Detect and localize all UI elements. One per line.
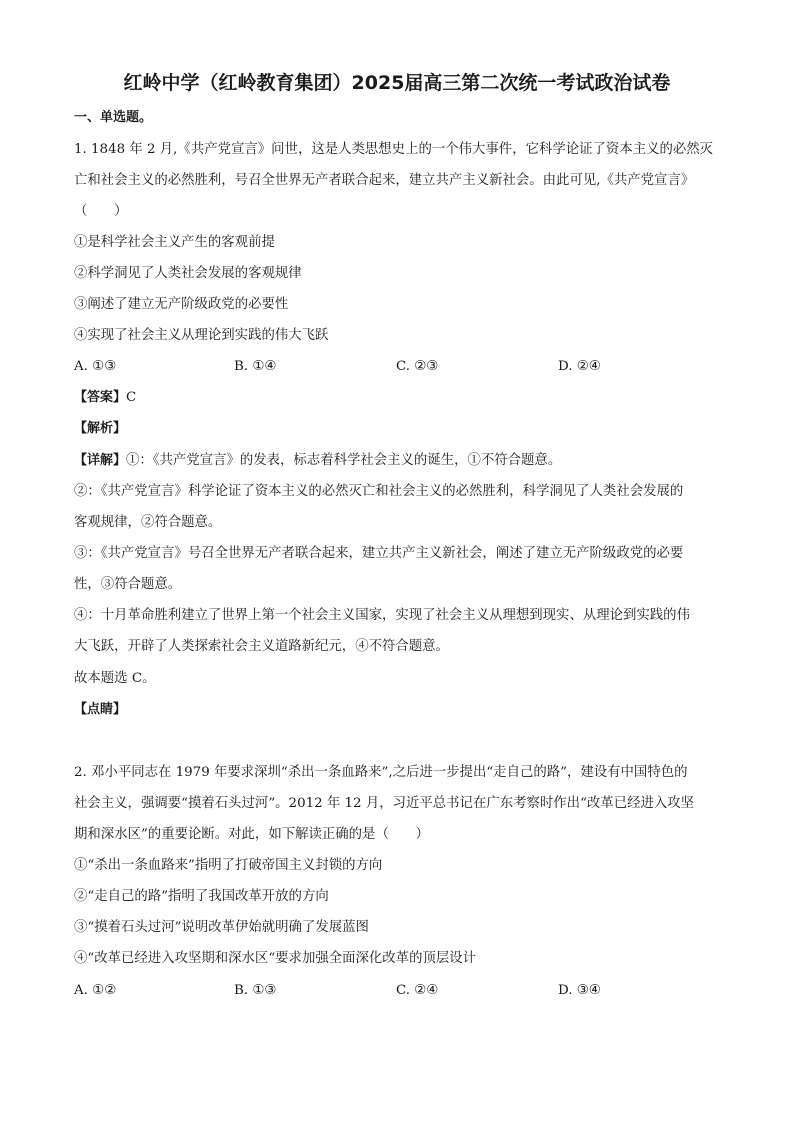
q2-stem-line-3: 期和深水区”的重要论断。对此，如下解读正确的是（ ） [74, 827, 429, 842]
q1-stem-line-2: 亡和社会主义的必然胜利，号召全世界无产者联合起来，建立共产主义新社会。由此可见,《共产党宣言》 [74, 173, 695, 188]
q1-statement-4: ④实现了社会主义从理论到实践的伟大飞跃 [74, 328, 329, 343]
q1-detail-text-1: ①：《共产党宣言》的发表，标志着科学社会主义的诞生，①不符合题意。 [126, 453, 562, 468]
q1-detail-line-2: ②：《共产党宣言》科学论证了资本主义的必然灭亡和社会主义的必然胜利，科学洞见了人类社会发展的 [74, 484, 684, 499]
q1-answer-label: 【答案】 [74, 390, 127, 405]
q1-detail-line-6: ④：十月革命胜利建立了世界上第一个社会主义国家，实现了社会主义从理想到现实、从理论到实践的伟 [74, 608, 690, 623]
q1-stem-line-1: 1. 1848 年 2 月,《共产党宣言》问世，这是人类思想史上的一个伟大事件，它科学论证了资本主义的必然灭 [74, 142, 714, 157]
q2-statement-2: ②“走自己的路”指明了我国改革开放的方向 [74, 889, 329, 904]
q1-detail-line-8: 故本题选 C。 [74, 671, 156, 686]
q2-option-a: A. ①② [74, 983, 117, 998]
q1-option-c: C. ②③ [396, 359, 439, 374]
q2-option-c: C. ②④ [396, 983, 439, 998]
q2-statement-3: ③“摸着石头过河”说明改革伊始就明确了发展蓝图 [74, 920, 369, 935]
q1-statement-1: ①是科学社会主义产生的客观前提 [74, 235, 275, 250]
q2-statement-1: ①“杀出一条血路来”指明了打破帝国主义封锁的方向 [74, 858, 383, 873]
q2-option-b: B. ①③ [234, 983, 277, 998]
q2-stem-line-2: 社会主义，强调要“摸着石头过河”。2012 年 12 月，习近平总书记在广东考察时作出“改革已经进入攻坚 [74, 796, 695, 811]
q1-statement-3: ③阐述了建立无产阶级政党的必要性 [74, 297, 289, 312]
q1-stem-line-3: （ ） [74, 204, 128, 219]
section-heading: 一、单选题。 [74, 110, 153, 125]
q1-detail-label: 【详解】 [74, 453, 127, 468]
q1-comment-label: 【点睛】 [74, 702, 127, 717]
q1-option-a: A. ①③ [74, 359, 117, 374]
q1-detail-line-3: 客观规律，②符合题意。 [74, 515, 222, 530]
q1-analysis-label: 【解析】 [74, 421, 127, 436]
q2-option-d: D. ③④ [558, 983, 601, 998]
q1-detail-line-4: ③：《共产党宣言》号召全世界无产者联合起来，建立共产主义新社会，阐述了建立无产阶级政党的必要 [74, 546, 684, 561]
q1-detail-line-7: 大飞跃，开辟了人类探索社会主义道路新纪元，④不符合题意。 [74, 639, 449, 654]
q2-stem-line-1: 2. 邓小平同志在 1979 年要求深圳“杀出一条血路来”,之后进一步提出“走自己的路”，建设有中国特色的 [74, 765, 688, 780]
q1-answer-value: C [126, 390, 137, 405]
q1-option-d: D. ②④ [558, 359, 601, 374]
q1-option-b: B. ①④ [234, 359, 277, 374]
q2-statement-4: ④“改革已经进入攻坚期和深水区“要求加强全面深化改革的顶层设计 [74, 951, 477, 966]
q1-statement-2: ②科学洞见了人类社会发展的客观规律 [74, 266, 302, 281]
q1-detail-line-1 [74, 452, 561, 470]
q1-answer [74, 389, 136, 407]
exam-title: 红岭中学（红岭教育集团）2025届高三第二次统一考试政治试卷 [123, 72, 671, 94]
q1-detail-line-5: 性，③符合题意。 [74, 577, 182, 592]
